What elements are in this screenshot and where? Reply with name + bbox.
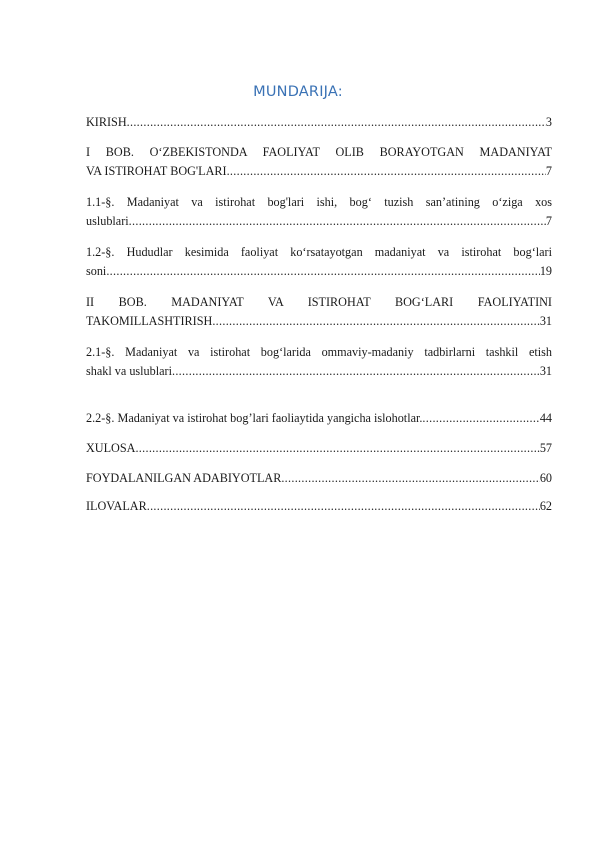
toc-dot-leader: [135, 439, 539, 458]
toc-entry-xulosa[interactable]: [86, 439, 552, 458]
toc-entry-label: ILOVALAR: [86, 499, 147, 513]
toc-entry-line: [86, 312, 552, 331]
toc-dot-leader: [106, 262, 539, 281]
toc-entry-chapter-2[interactable]: [86, 293, 552, 331]
toc-entry-label: uslublari: [86, 214, 129, 228]
toc-page-number: 57: [539, 441, 552, 455]
toc-entry-label: shakl va uslublari: [86, 364, 172, 378]
toc-dot-leader: [172, 362, 540, 381]
toc-dot-leader: [147, 497, 540, 516]
toc-page-number: 19: [539, 264, 552, 278]
toc-dot-leader: [227, 162, 546, 181]
toc-dot-leader: [281, 469, 539, 488]
toc-dot-leader: [422, 409, 539, 428]
toc-page-number: 31: [539, 314, 552, 328]
toc-entry-label: TAKOMILLASHTIRISH: [86, 314, 213, 328]
toc-entry-line: 1.2-§. Hududlar kesimida faoliyat ko‘rsatayotgan madaniyat va istirohat bog‘lari: [86, 245, 552, 259]
toc-dot-leader: [212, 312, 540, 331]
toc-page-number: 62: [539, 499, 552, 513]
toc-dot-leader: [129, 212, 546, 231]
toc-entry-line: [86, 497, 552, 516]
toc-entry-line: I BOB. O‘ZBEKISTONDA FAOLIYAT OLIB BORAYOTGAN MADANIYAT: [86, 145, 552, 159]
page-title: MUNDARIJA:: [253, 84, 343, 100]
toc-page-number: 7: [545, 164, 552, 178]
toc-entry-line: II BOB. MADANIYAT VA ISTIROHAT BOG‘LARI FAOLIYATINI: [86, 295, 552, 309]
toc-entry-label: 2.2-§. Madaniyat va istirohat bog’lari faoliaytida yangicha islohotlar.: [86, 411, 423, 425]
toc-dot-leader: [127, 113, 546, 132]
toc-entry-line: [86, 469, 552, 488]
toc-page-number: 3: [545, 115, 552, 129]
toc-entry-references[interactable]: [86, 469, 552, 488]
toc-entry-label: VA ISTIROHAT BOG'LARI: [86, 164, 227, 178]
toc-entry-appendices[interactable]: [86, 497, 552, 516]
toc-entry-line: [86, 262, 552, 281]
toc-entry-section-1-1[interactable]: [86, 193, 552, 231]
toc-entry-label: KIRISH: [86, 115, 127, 129]
toc-entry-label: soni: [86, 264, 107, 278]
toc-entry-line: [86, 439, 552, 458]
toc-entry-kirish[interactable]: [86, 113, 552, 132]
toc-entry-line: [86, 212, 552, 231]
toc-entry-chapter-1[interactable]: [86, 143, 552, 181]
toc-entry-line: [86, 362, 552, 381]
toc-entry-section-1-2[interactable]: [86, 243, 552, 281]
toc-entry-line: 2.1-§. Madaniyat va istirohat bog‘larida ommaviy-madaniy tadbirlarni tashkil etish: [86, 345, 552, 359]
toc-page-number: 7: [545, 214, 552, 228]
toc-page-number: 31: [539, 364, 552, 378]
toc-entry-line: [86, 409, 552, 428]
toc-page-number: 44: [539, 411, 552, 425]
toc-entry-line: 1.1-§. Madaniyat va istirohat bog'lari ishi, bog‘ tuzish san’atining o‘ziga xos: [86, 195, 552, 209]
toc-entry-line: [86, 113, 552, 132]
toc-entry-section-2-1[interactable]: [86, 343, 552, 381]
toc-entry-line: [86, 162, 552, 181]
toc-entry-label: FOYDALANILGAN ADABIYOTLAR: [86, 471, 282, 485]
toc-page-number: 60: [539, 471, 552, 485]
toc-entry-label: XULOSA: [86, 441, 136, 455]
toc-entry-section-2-2[interactable]: [86, 409, 552, 428]
